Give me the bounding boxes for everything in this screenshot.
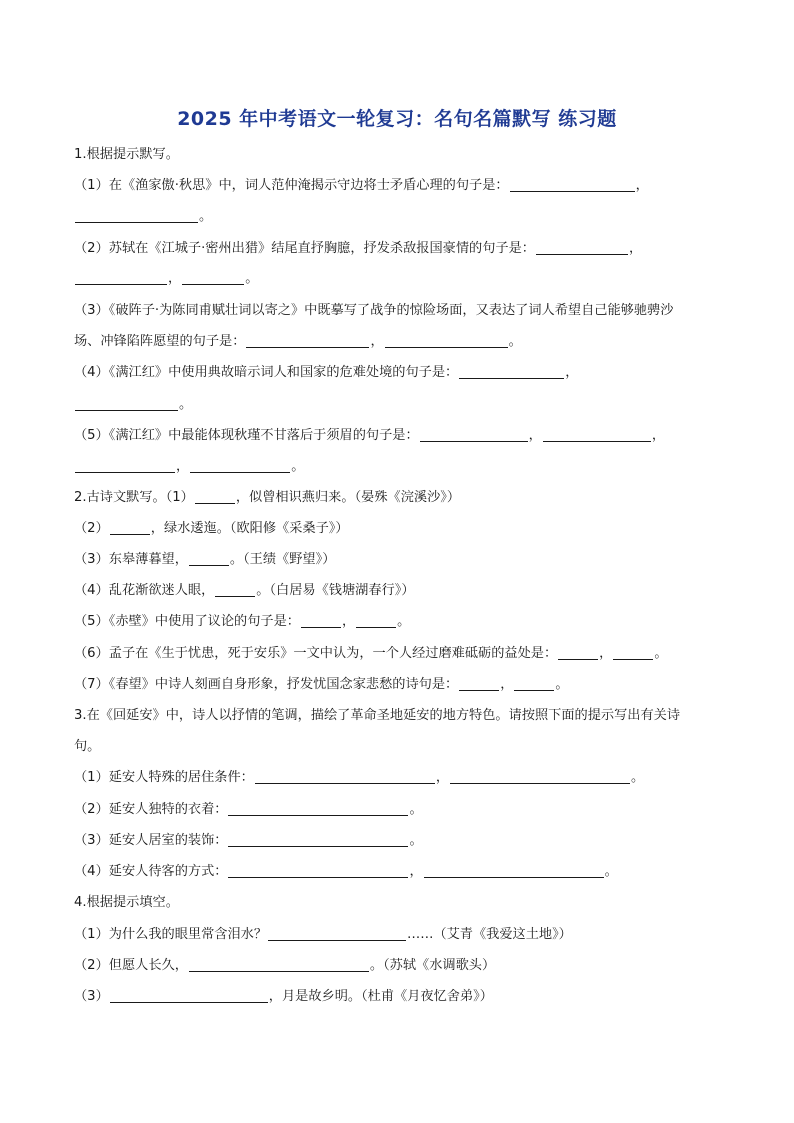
- punct: 。: [397, 614, 411, 629]
- q3-heading-line2: 句。: [74, 739, 101, 754]
- q2-item4: [74, 582, 415, 600]
- punct: ，: [370, 334, 384, 349]
- q4-item3-suffix: ，月是故乡明。（杜甫《月夜忆舍弟》）: [268, 989, 493, 1004]
- punct: ，: [500, 677, 514, 692]
- q3-item1: [74, 769, 644, 787]
- q1-item3-line2: [74, 333, 522, 351]
- answer-blank[interactable]: [356, 613, 396, 628]
- answer-blank[interactable]: [450, 769, 630, 784]
- q2-item2-suffix: ，绿水逶迤。（欧阳修《采桑子》）: [150, 521, 349, 536]
- punct: ，: [409, 864, 423, 879]
- page-title: 2025 年中考语文一轮复习：名句名篇默写 练习题: [177, 108, 617, 130]
- q2-item5: [74, 613, 410, 631]
- punct: 。: [409, 802, 423, 817]
- q3-item3-prompt: （3）延安人居室的装饰：: [74, 833, 228, 848]
- punct: 。: [179, 397, 193, 412]
- answer-blank[interactable]: [189, 957, 369, 972]
- q2-item3-suffix: 。（王绩《野望》）: [229, 552, 336, 567]
- answer-blank[interactable]: [182, 270, 244, 285]
- q2-item3-prefix: （3）东皋薄暮望，: [74, 552, 188, 567]
- answer-blank[interactable]: [75, 396, 178, 411]
- punct: 。: [199, 209, 213, 224]
- punct: 。: [409, 833, 423, 848]
- answer-blank[interactable]: [536, 240, 628, 255]
- q2-item4-prefix: （4）乱花渐欲迷人眼，: [74, 583, 215, 598]
- q1-item5-line1: [74, 427, 665, 445]
- punct: ，: [528, 428, 542, 443]
- answer-blank[interactable]: [255, 769, 435, 784]
- punct: 。: [555, 677, 569, 692]
- q2-item3: [74, 551, 335, 569]
- q4-item2: [74, 957, 495, 975]
- q4-item2-prompt: （2）但愿人长久，: [74, 958, 188, 973]
- q1-item5-line2: [74, 458, 304, 476]
- answer-blank[interactable]: [228, 832, 408, 847]
- q2-item6-prefix: （6）孟子在《生于忧患，死于安乐》一文中认为，一个人经过磨难砥砺的益处是：: [74, 646, 558, 661]
- q1-item3-prompt: 场、冲锋陷阵愿望的句子是：: [74, 334, 246, 349]
- answer-blank[interactable]: [228, 863, 408, 878]
- punct: 。: [291, 459, 305, 474]
- q1-item3-line1: （3）《破阵子·为陈同甫赋壮词以寄之》中既摹写了战争的惊险场面，又表达了词人希望自己能够驰骋沙: [74, 303, 674, 318]
- answer-blank[interactable]: [514, 676, 554, 691]
- q3-item4-prompt: （4）延安人待客的方式：: [74, 864, 228, 879]
- punct: ，: [599, 646, 613, 661]
- answer-blank[interactable]: [195, 489, 235, 504]
- q1-item5-prompt: （5）《满江红》中最能体现秋瑾不甘落后于须眉的句子是：: [74, 428, 419, 443]
- q2-item1: [74, 489, 460, 507]
- answer-blank[interactable]: [110, 988, 268, 1003]
- answer-blank[interactable]: [459, 676, 499, 691]
- answer-blank[interactable]: [543, 427, 651, 442]
- q3-item1-prompt: （1）延安人特殊的居住条件：: [74, 770, 254, 785]
- q4-item1-prompt: （1）为什么我的眼里常含泪水？: [74, 927, 268, 942]
- q2-item4-suffix: 。（白居易《钱塘湖春行》）: [256, 583, 415, 598]
- q1-item2-line1: [74, 240, 642, 258]
- punct: 。: [508, 334, 522, 349]
- answer-blank[interactable]: [268, 926, 406, 941]
- punct: 。: [654, 646, 668, 661]
- answer-blank[interactable]: [75, 458, 175, 473]
- punct: ，: [176, 459, 190, 474]
- q3-heading-line1: 3.在《回延安》中，诗人以抒情的笔调，描绘了革命圣地延安的地方特色。请按照下面的提示写出有关诗: [74, 708, 681, 723]
- q2-item7-prefix: （7）《春望》中诗人刻画自身形象，抒发忧国念家悲愁的诗句是：: [74, 677, 459, 692]
- q2-item1-prefix: 2.古诗文默写。（1）: [74, 490, 194, 505]
- answer-blank[interactable]: [189, 551, 229, 566]
- punct: ，: [341, 614, 356, 629]
- answer-blank[interactable]: [110, 520, 150, 535]
- answer-blank[interactable]: [420, 427, 528, 442]
- q4-item1: [74, 926, 572, 944]
- q2-item2: [74, 520, 349, 538]
- q2-item1-suffix: ，似曾相识燕归来。（晏殊《浣溪沙》）: [235, 490, 461, 505]
- q3-item3: [74, 832, 423, 850]
- q2-item7: [74, 676, 569, 694]
- answer-blank[interactable]: [558, 645, 598, 660]
- answer-blank[interactable]: [613, 645, 653, 660]
- q3-item2-prompt: （2）延安人独特的衣着：: [74, 802, 228, 817]
- q3-item4: [74, 863, 618, 881]
- answer-blank[interactable]: [459, 364, 564, 379]
- answer-blank[interactable]: [228, 801, 408, 816]
- q1-item2-prompt: （2）苏轼在《江城子·密州出猎》结尾直抒胸臆，抒发杀敌报国豪情的句子是：: [74, 241, 535, 256]
- q1-item4-line2: [74, 396, 192, 414]
- q1-item1-prompt: （1）在《渔家傲·秋思》中，词人范仲淹揭示守边将士矛盾心理的句子是：: [74, 178, 509, 193]
- q2-item2-prefix: （2）: [74, 521, 109, 536]
- q1-item4-line1: [74, 364, 578, 382]
- q4-heading: 4.根据提示填空。: [74, 895, 179, 910]
- q3-item2: [74, 801, 423, 819]
- q2-item6: [74, 645, 668, 663]
- punct: ，: [651, 428, 666, 443]
- q2-item5-prefix: （5）《赤壁》中使用了议论的句子是：: [74, 614, 300, 629]
- q4-item1-source: ……（艾青《我爱这土地》）: [407, 927, 572, 942]
- q4-item2-source: 。（苏轼《水调歌头）: [369, 958, 496, 973]
- punct: 。: [631, 770, 645, 785]
- punct: ，: [435, 770, 450, 785]
- punct: 。: [604, 864, 618, 879]
- q1-item1-line1: [74, 177, 649, 195]
- punct: ，: [628, 241, 643, 256]
- punct: 。: [245, 271, 259, 286]
- punct: ，: [168, 271, 182, 286]
- answer-blank[interactable]: [510, 177, 635, 192]
- q1-item2-line2: [74, 270, 258, 288]
- answer-blank[interactable]: [215, 582, 255, 597]
- q1-heading: 1.根据提示默写。: [74, 147, 179, 162]
- answer-blank[interactable]: [424, 863, 604, 878]
- answer-blank[interactable]: [301, 613, 341, 628]
- answer-blank[interactable]: [190, 458, 290, 473]
- q4-item3-prefix: （3）: [74, 989, 109, 1004]
- q1-item4-prompt: （4）《满江红》中使用典故暗示词人和国家的危难处境的句子是：: [74, 365, 459, 380]
- answer-blank[interactable]: [75, 270, 167, 285]
- q4-item3: [74, 988, 493, 1006]
- punct: ，: [635, 178, 649, 193]
- answer-blank[interactable]: [246, 333, 369, 348]
- q1-item1-line2: [74, 208, 212, 226]
- punct: ，: [565, 365, 579, 380]
- answer-blank[interactable]: [75, 208, 198, 223]
- answer-blank[interactable]: [385, 333, 508, 348]
